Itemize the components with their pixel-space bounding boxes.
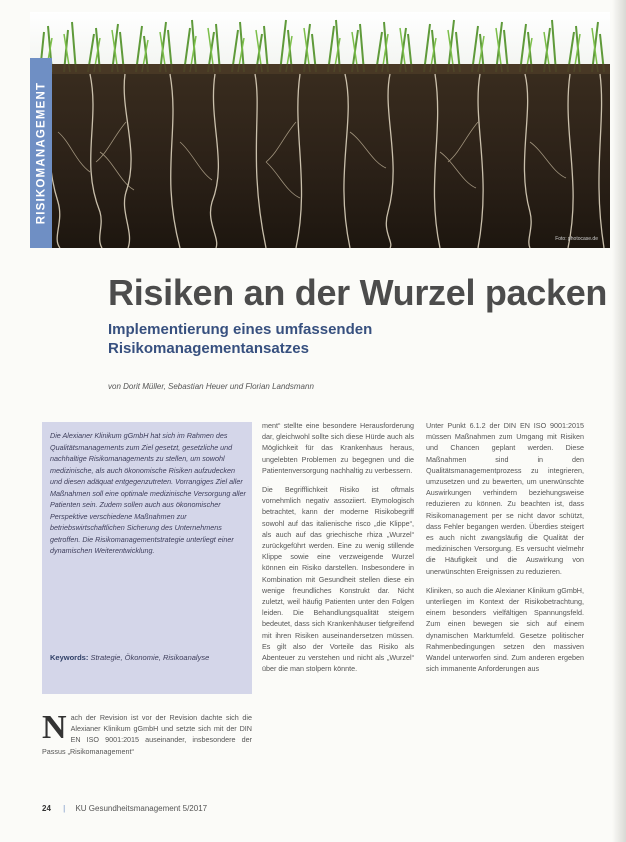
column-3-paragraph-2: Kliniken, so auch die Alexianer Klinikum gGmbH, unterliegen im Kontext der Risikobetrachtung, einem besonders vielfältigen Spannungsfeld. Zum einen bewegen sie sich auf einem dynamischen Marktumfeld. Gesetze politischer Rahmenbedingungen setzen den massiven Wandel unterworfen sind. Zum anderen ergeben sich immanente Anforderungen aus <box>426 585 584 674</box>
section-label: RISIKOMANAGEMENT <box>35 81 48 225</box>
abstract-text: Die Alexianer Klinikum gGmbH hat sich im Rahmen des Qualitätsmanagements zum Ziel gesetzt, gesetzliche und nachhaltige Risikomanagements zu stellen, um sowohl medizinische, als auch ökonomische Risiken aufzudecken und diesen adäquat entgegenzutreten. Vorrangiges Ziel aller Maßnahmen soll eine optimale medizinische Versorgung aller Patienten sein. Zudem sollen auch aus ökonomischer Perspektive verschiedene Maßnahmen zur betriebswirtschaftlichen Sicherung des Unternehmens getroffen. Die Risikomanagementstrategie unterliegt einer dynamischen Weiterentwicklung. <box>50 431 246 555</box>
article-subtitle: Implementierung eines umfassenden Risikomanagementansatzes <box>108 321 373 357</box>
column-3 <box>426 420 584 682</box>
footer-separator: | <box>63 804 66 813</box>
column-3-paragraph-1: Unter Punkt 6.1.2 der DIN EN ISO 9001:2015 müssen Maßnahmen zum Umgang mit Risiken und Chancen geplant werden. Diese Maßnahmen sind in den Qualitätsmanagementprozess zu integrieren, umzusetzen und zu bewerten, um unerwünschte Auswirkungen verhindern beziehungsweise reduzieren zu können. Zu beachten ist, dass Risikomanagement per se nicht davor schützt, dass Fehler begangen werden. Überdies steigert es auch nicht zwangsläufig die Qualität der medizinischen Versorgung. Es versucht vielmehr die Häufigkeit und die Auswirkung von unerwünschten Ereignissen zu reduzieren. <box>426 421 584 576</box>
page-edge-shadow <box>612 0 626 842</box>
section-label-wrapper <box>30 58 52 248</box>
page-footer <box>42 804 207 813</box>
drop-cap: N <box>42 709 67 746</box>
column-2 <box>262 420 414 682</box>
column-1-text: ach der Revision ist vor der Revision dachte sich die Alexianer Klinikum gGmbH und setzte sich mit der DIN EN ISO 9001:2015 auseinander, insbesondere der Passus „Risikomanagement“ <box>42 713 252 756</box>
page-number: 24 <box>42 804 51 813</box>
column-2-paragraph-1: ment“ stellte eine besondere Herausforderung dar, gleichwohl sollte sich diese Hürde auch als Möglichkeit für das Krankenhaus heraus, ungelebten Problemen zu begegnen und die Patientenversorgung nachhaltig zu verbessern. <box>262 421 414 475</box>
grass-roots-photo <box>30 12 610 248</box>
journal-name: KU Gesundheitsmanagement 5/2017 <box>75 804 208 813</box>
column-2-paragraph-2: Die Begrifflichkeit Risiko ist oftmals vornehmlich negativ assoziiert. Etymologisch betrachtet, kann der moderne Risikobegriff sowohl auf das italienische risco „die Klippe“, als auch auf das griechische rhiza „Wurzel“ zurückgeführt werden. Eine zu wenig stillende Klippe sowie eine verzweigende Wurzel können ein Risiko darstellen. Insbesondere in Kombination mit Gesundheit stellen diese ein wenige freundliches Konstrukt dar. Nicht zuletzt, weil häufig Patienten unter den Folgen leiden. Die Behandlungsqualität steigern bedeutet, dass sich Krankenhäuser tiefgreifend mit ihren Risiken auseinandersetzen müssen. Es gilt also der Vorteile das Risiko als Abenteuer zu verstehen und nicht als „Wurzel“ über die man stolpern könnte. <box>262 485 414 674</box>
article-authors: von Dorit Müller, Sebastian Heuer und Florian Landsmann <box>108 382 314 391</box>
keywords-value: Strategie, Ökonomie, Risikoanalyse <box>90 653 210 662</box>
column-1 <box>42 709 252 757</box>
keywords-line <box>50 652 246 664</box>
article-title: Risiken an der Wurzel packen <box>108 272 608 313</box>
keywords-label: Keywords: <box>50 653 89 662</box>
photo-credit: Foto: photocase.de <box>555 236 598 242</box>
grass-roots-illustration <box>30 12 610 248</box>
